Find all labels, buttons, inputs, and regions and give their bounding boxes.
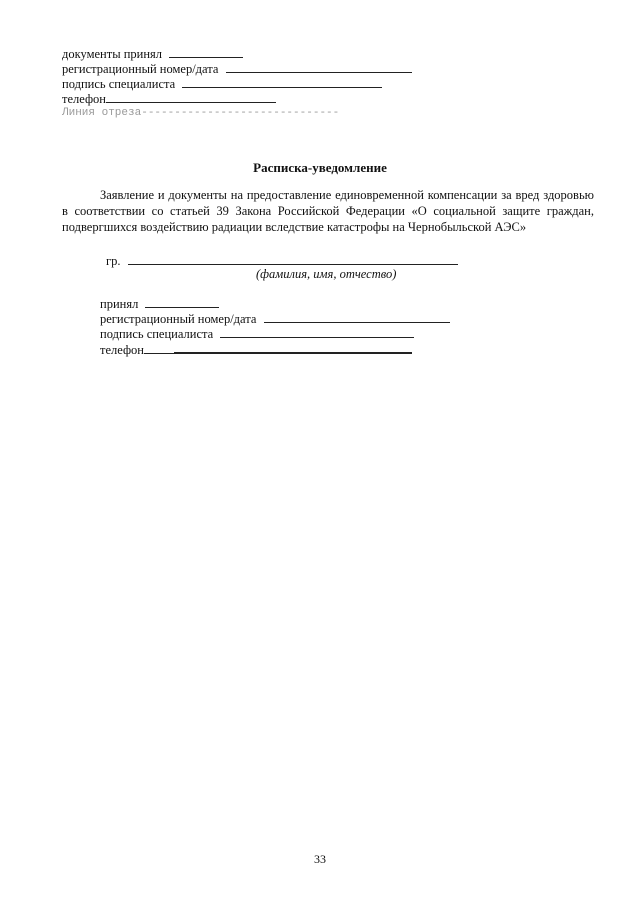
phone-line	[100, 341, 412, 357]
top-accepted-line	[62, 46, 243, 61]
citizen-blank	[128, 253, 458, 265]
top-accepted-blank	[169, 46, 243, 58]
accepted-blank	[145, 296, 219, 308]
top-signature-label: подпись специалиста	[62, 77, 176, 91]
reg-label: регистрационный номер/дата	[100, 312, 257, 326]
reg-line	[100, 311, 450, 326]
top-reg-blank	[226, 61, 412, 73]
signature-blank	[220, 326, 414, 338]
top-reg-label: регистрационный номер/дата	[62, 62, 219, 76]
top-signature-blank	[182, 76, 382, 88]
citizen-prefix: гр.	[106, 254, 121, 268]
receipt-title: Расписка-уведомление	[253, 160, 387, 175]
phone-blank-short	[144, 342, 174, 354]
signature-label: подпись специалиста	[100, 327, 214, 341]
phone-blank-long	[174, 341, 412, 354]
reg-blank	[264, 311, 450, 323]
accepted-label: принял	[100, 297, 139, 311]
top-phone-label: телефон	[62, 92, 106, 106]
citizen-caption: (фамилия, имя, отчество)	[256, 267, 397, 281]
page-number: 33	[314, 852, 326, 866]
phone-label: телефон	[100, 343, 144, 357]
top-accepted-label: документы принял	[62, 47, 163, 61]
top-phone-line	[62, 91, 276, 106]
top-reg-line	[62, 61, 412, 76]
citizen-line	[106, 253, 458, 268]
top-signature-line	[62, 76, 382, 91]
signature-line	[100, 326, 414, 341]
cut-line: Линия отреза------------------------------	[62, 107, 340, 119]
top-phone-blank	[106, 91, 276, 103]
receipt-paragraph: Заявление и документы на предоставление единовременной компенсации за вред здоровью в соответствии со статьей 39 Закона Российской Федерации «О социальной защите граждан, подвергшихся воздействию радиации вследствие катастрофы на Чернобыльской АЭС»	[62, 188, 594, 234]
accepted-line	[100, 296, 219, 311]
